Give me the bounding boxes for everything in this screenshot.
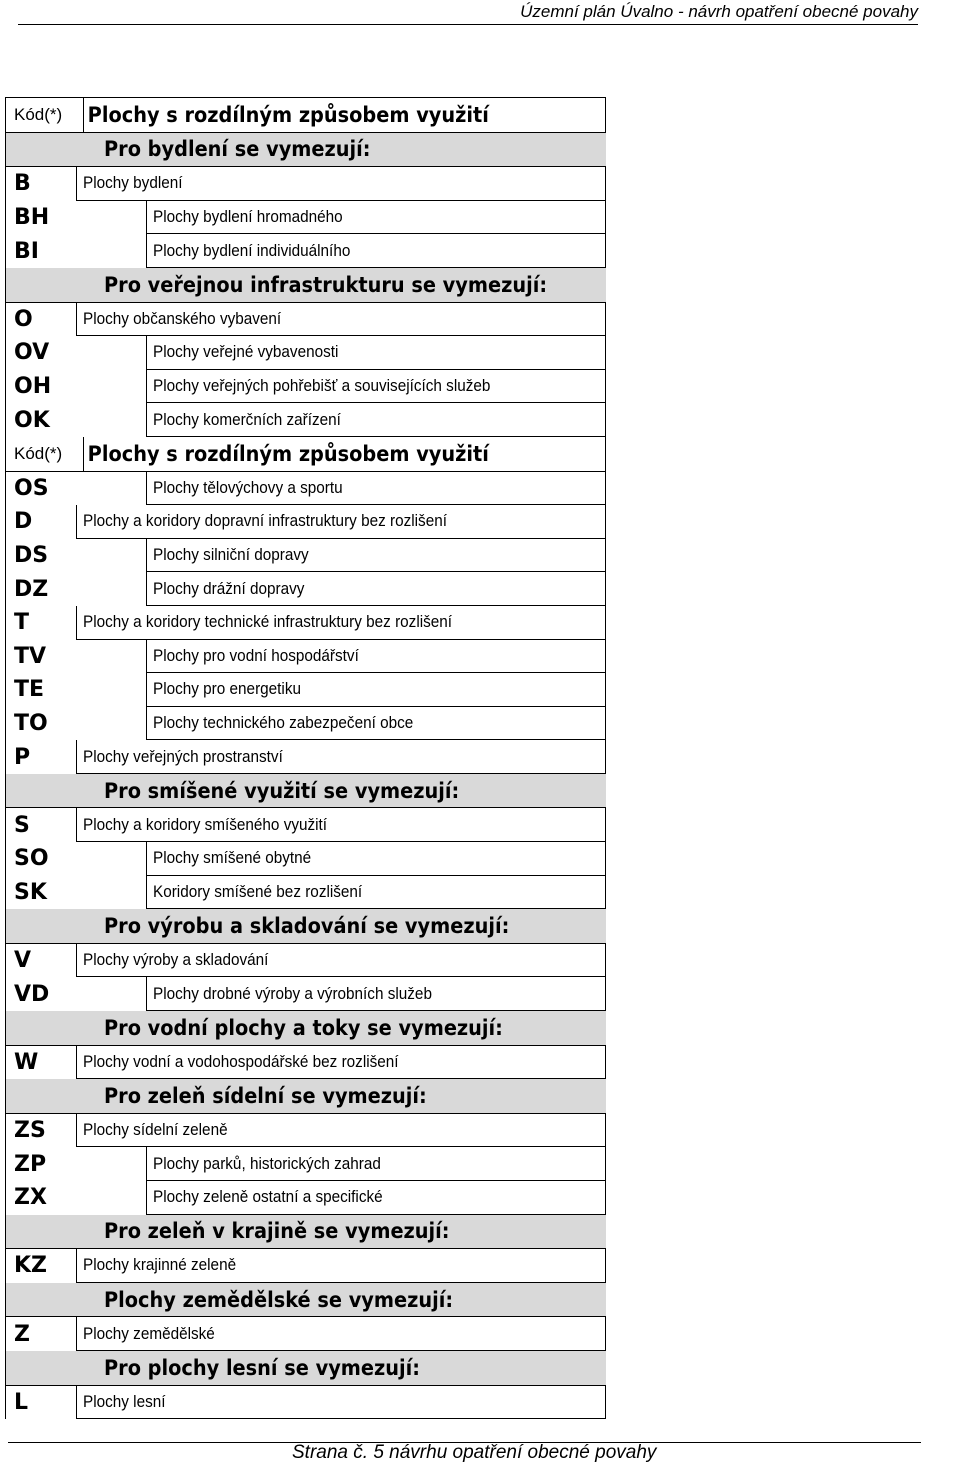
area-code: DZ: [14, 576, 49, 602]
area-code: ZS: [14, 1118, 46, 1144]
code-column-header: Kód(*): [14, 443, 63, 463]
area-code: Z: [14, 1321, 30, 1347]
section-row: [5, 133, 606, 168]
section-row: [5, 1011, 606, 1046]
table-row: [5, 403, 606, 437]
subcategory-cell: [146, 234, 606, 268]
section-title-text: Pro zeleň sídelní se vymezují:: [104, 1084, 427, 1109]
area-code: DS: [14, 543, 49, 569]
section-title-text: Pro výrobu a skladování se vymezují:: [104, 914, 510, 939]
area-code: P: [14, 744, 31, 770]
category-cell: [76, 1317, 606, 1351]
area-name: Plochy pro energetiku: [153, 679, 301, 699]
section-title-text: Pro veřejnou infrastrukturu se vymezují:: [104, 272, 548, 297]
category-cell: [76, 303, 606, 337]
table-row: [5, 842, 606, 876]
section-title: [104, 133, 394, 167]
section-title-text: Plochy zemědělské se vymezují:: [104, 1287, 454, 1312]
area-name: Plochy bydlení hromadného: [153, 207, 343, 227]
table-row: [5, 1181, 606, 1215]
header-rule: [18, 24, 918, 25]
area-name: Plochy zeleně ostatní a specifické: [153, 1187, 383, 1207]
section-title: [104, 1351, 447, 1385]
area-name: Plochy veřejných prostranství: [83, 746, 283, 766]
section-row: [5, 909, 606, 944]
section-title-text: Pro smíšené využití se vymezují:: [104, 778, 460, 803]
subcategory-cell: [146, 977, 606, 1011]
area-name: Plochy veřejné vybavenosti: [153, 342, 339, 362]
table-header-row: [5, 97, 606, 133]
table-row: [5, 303, 606, 337]
category-cell: [76, 167, 606, 201]
subcategory-cell: [146, 201, 606, 235]
category-cell: [76, 808, 606, 842]
table-row: [5, 167, 606, 201]
area-name: Plochy silniční dopravy: [153, 545, 309, 565]
subcategory-cell: [146, 707, 606, 741]
subcategory-cell: [146, 472, 606, 506]
section-title: [104, 1283, 483, 1317]
section-row: [5, 1215, 606, 1250]
area-code: OK: [14, 407, 50, 433]
area-name: Plochy smíšené obytné: [153, 848, 312, 868]
section-title: [104, 268, 586, 302]
area-name: Plochy lesní: [83, 1391, 166, 1411]
area-code: VD: [14, 981, 50, 1007]
table-row: [5, 1114, 606, 1148]
section-title: [104, 1011, 538, 1045]
area-name: Plochy parků, historických zahrad: [153, 1153, 381, 1173]
area-name: Plochy a koridory dopravní infrastruktury bez rozlišení: [83, 511, 447, 531]
subcategory-cell: [146, 842, 606, 876]
area-code: OV: [14, 340, 50, 366]
area-name: Plochy tělovýchovy a sportu: [153, 477, 343, 497]
subcategory-cell: [146, 539, 606, 573]
area-code: OS: [14, 475, 49, 501]
table-row: [5, 640, 606, 674]
area-code: SO: [14, 846, 49, 872]
area-code: SK: [14, 879, 47, 905]
area-name: Plochy bydlení individuálního: [153, 240, 351, 260]
subcategory-cell: [146, 572, 606, 606]
area-code: KZ: [14, 1253, 47, 1279]
subcategory-cell: [146, 1147, 606, 1181]
area-name: Plochy výroby a skladování: [83, 950, 269, 970]
area-name: Koridory smíšené bez rozlišení: [153, 881, 363, 901]
section-row: [5, 1283, 606, 1318]
category-cell: [76, 1046, 606, 1080]
table-row: [5, 1386, 606, 1420]
table-row: [5, 572, 606, 606]
section-title: [104, 1215, 480, 1249]
table-row: [5, 539, 606, 573]
category-column-header-text: Plochy s rozdílným způsobem využití: [87, 102, 489, 127]
category-cell: [76, 606, 606, 640]
area-code: S: [14, 812, 30, 838]
area-code: W: [14, 1049, 39, 1075]
subcategory-cell: [146, 640, 606, 674]
area-code: L: [14, 1389, 29, 1415]
subcategory-cell: [146, 1181, 606, 1215]
section-title-text: Pro zeleň v krajině se vymezují:: [104, 1219, 450, 1244]
category-cell: [76, 1249, 606, 1283]
table-row: [5, 606, 606, 640]
area-name: Plochy bydlení: [83, 173, 183, 193]
area-code: BH: [14, 205, 50, 231]
area-code: TO: [14, 710, 48, 736]
area-code: V: [14, 948, 32, 974]
subcategory-cell: [146, 673, 606, 707]
area-name: Plochy drobné výroby a výrobních služeb: [153, 983, 432, 1003]
area-name: Plochy pro vodní hospodářství: [153, 645, 359, 665]
land-use-table: [5, 97, 606, 1419]
area-code: D: [14, 509, 33, 535]
subcategory-cell: [146, 403, 606, 437]
table-row: [5, 740, 606, 774]
subcategory-cell: [146, 876, 606, 910]
table-row: [5, 1317, 606, 1351]
area-name: Plochy a koridory technické infrastruktury bez rozlišení: [83, 612, 453, 632]
area-name: Plochy veřejných pohřebišť a souvisejících služeb: [153, 376, 491, 396]
table-row: [5, 808, 606, 842]
area-name: Plochy občanského vybavení: [83, 308, 282, 328]
category-cell: [76, 505, 606, 539]
area-code: O: [14, 306, 33, 332]
subcategory-cell: [146, 370, 606, 404]
area-code: B: [14, 171, 31, 197]
category-column-header: [83, 98, 606, 132]
code-column-header: Kód(*): [14, 104, 63, 124]
category-column-header: [83, 437, 606, 471]
category-cell: [76, 1114, 606, 1148]
category-column-header-text: Plochy s rozdílným způsobem využití: [87, 441, 489, 466]
section-title: [104, 909, 545, 943]
table-header-row: [5, 437, 606, 472]
section-title: [104, 1079, 455, 1113]
table-row: [5, 1147, 606, 1181]
table-row: [5, 876, 606, 910]
area-name: Plochy drážní dopravy: [153, 578, 305, 598]
category-cell: [76, 944, 606, 978]
area-code: TV: [14, 643, 47, 669]
section-row: [5, 1351, 606, 1386]
table-row: [5, 370, 606, 404]
table-row: [5, 1249, 606, 1283]
area-code: OH: [14, 374, 52, 400]
section-row: [5, 774, 606, 809]
table-row: [5, 944, 606, 978]
area-code: TE: [14, 677, 45, 703]
table-row: [5, 673, 606, 707]
table-row: [5, 1046, 606, 1080]
area-name: Plochy krajinné zeleně: [83, 1255, 237, 1275]
category-cell: [76, 740, 606, 774]
page-header: Územní plán Úvalno - návrh opatření obecné povahy: [520, 2, 918, 21]
table-row: [5, 201, 606, 235]
area-code: BI: [14, 238, 39, 264]
page-footer: Strana č. 5 návrhu opatření obecné povahy: [292, 1442, 657, 1463]
table-row: [5, 707, 606, 741]
section-title-text: Pro plochy lesní se vymezují:: [104, 1355, 420, 1380]
area-name: Plochy komerčních zařízení: [153, 409, 341, 429]
subcategory-cell: [146, 336, 606, 370]
area-name: Plochy sídelní zeleně: [83, 1120, 228, 1140]
area-name: Plochy technického zabezpečení obce: [153, 712, 414, 732]
category-cell: [76, 1386, 606, 1420]
section-title-text: Pro vodní plochy a toky se vymezují:: [104, 1015, 503, 1040]
area-code: ZP: [14, 1151, 47, 1177]
table-row: [5, 234, 606, 268]
area-code: T: [14, 610, 30, 636]
table-row: [5, 505, 606, 539]
table-row: [5, 336, 606, 370]
table-row: [5, 472, 606, 506]
area-code: ZX: [14, 1185, 47, 1211]
section-row: [5, 268, 606, 303]
section-title-text: Pro bydlení se vymezují:: [104, 137, 371, 162]
area-name: Plochy vodní a vodohospodářské bez rozlišení: [83, 1051, 399, 1071]
section-row: [5, 1079, 606, 1114]
section-title: [104, 774, 490, 808]
table-row: [5, 977, 606, 1011]
area-name: Plochy zemědělské: [83, 1323, 215, 1343]
area-name: Plochy a koridory smíšeného využití: [83, 814, 328, 834]
